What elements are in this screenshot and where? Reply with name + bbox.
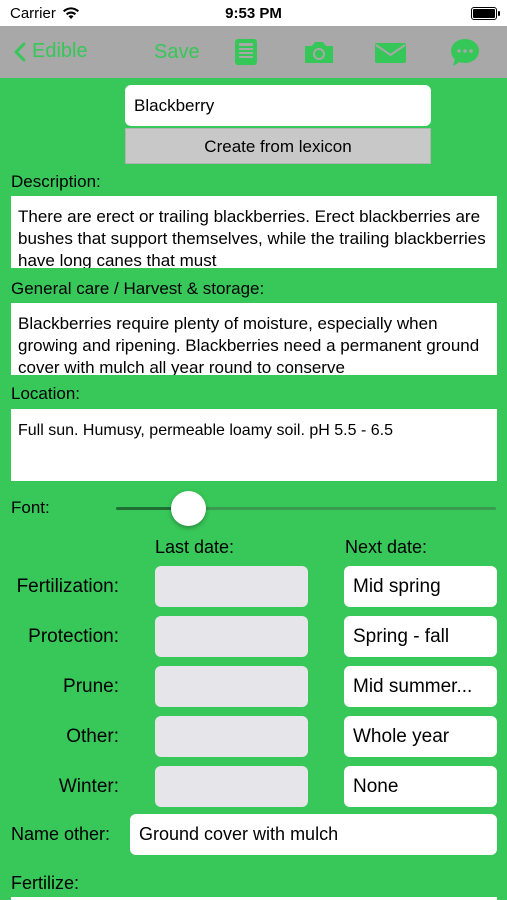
clock: 9:53 PM [225, 5, 282, 22]
fertilization-next-date[interactable]: Mid spring [344, 566, 497, 607]
other-last-date[interactable] [155, 716, 308, 757]
winter-label: Winter: [58, 776, 119, 797]
chevron-left-icon [14, 42, 26, 62]
description-textarea[interactable]: There are erect or trailing blackberries. Erect blackberries are bushes that support themselves, while the trailing blackberries have long canes that must [11, 196, 497, 268]
save-button[interactable]: Save [154, 41, 200, 63]
back-button[interactable] [14, 40, 88, 63]
protection-last-date[interactable] [155, 616, 308, 657]
book-icon[interactable] [231, 37, 261, 67]
location-label: Location: [11, 384, 80, 403]
protection-next-date[interactable]: Spring - fall [344, 616, 497, 657]
prune-label: Prune: [63, 676, 119, 697]
chat-icon[interactable] [449, 37, 481, 67]
general-care-label: General care / Harvest & storage: [11, 279, 265, 298]
protection-label: Protection: [28, 626, 119, 647]
fertilization-label: Fertilization: [16, 576, 119, 597]
prune-next-date[interactable]: Mid summer... [344, 666, 497, 707]
camera-icon[interactable] [302, 37, 336, 67]
toolbar [0, 26, 507, 78]
other-next-date[interactable]: Whole year [344, 716, 497, 757]
font-slider-thumb[interactable] [171, 491, 206, 526]
next-date-header: Next date: [345, 537, 428, 557]
name-other-label: Name other: [11, 824, 111, 844]
general-care-textarea[interactable]: Blackberries require plenty of moisture, especially when growing and ripening. Blackberries need a permanent ground cover with mulch all year round to conserve [11, 303, 497, 375]
create-from-lexicon-button[interactable]: Create from lexicon [125, 128, 431, 164]
plant-name-field[interactable]: Blackberry [125, 85, 431, 126]
fertilization-last-date[interactable] [155, 566, 308, 607]
font-label: Font: [11, 498, 50, 517]
location-textarea[interactable]: Full sun. Humusy, permeable loamy soil. pH 5.5 - 6.5 [11, 409, 497, 481]
prune-last-date[interactable] [155, 666, 308, 707]
description-label: Description: [11, 172, 101, 191]
name-other-field[interactable]: Ground cover with mulch [130, 814, 497, 855]
status-bar [0, 0, 507, 26]
winter-next-date[interactable]: None [344, 766, 497, 807]
battery-icon [471, 7, 497, 20]
back-label: Edible [32, 40, 88, 62]
carrier-label: Carrier [10, 5, 56, 22]
fertilize-label: Fertilize: [11, 873, 80, 893]
winter-last-date[interactable] [155, 766, 308, 807]
other-label: Other: [66, 726, 119, 747]
last-date-header: Last date: [155, 537, 235, 557]
mail-icon[interactable] [373, 37, 408, 67]
